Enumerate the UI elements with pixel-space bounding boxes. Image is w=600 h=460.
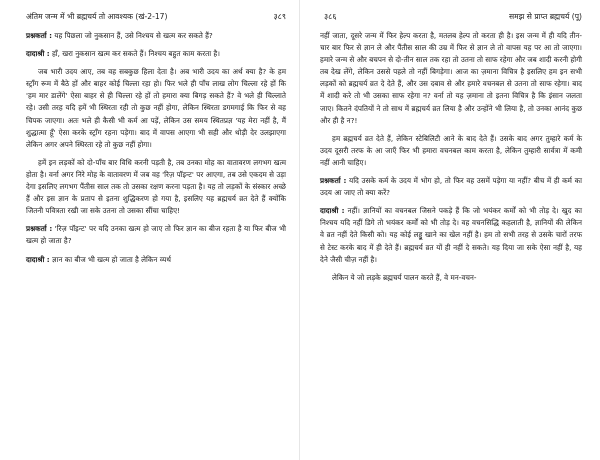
paragraph-text: हम ब्रह्मचर्य व्रत देते हैं, लेकिन स्टेबिलिटी आने के बाद देते हैं। उसके बाद अगर तुम्हारे कर्म के उदय दूसरी तरफ के आ जाएँ फिर भी हमारा वचनबल काम करता है, लेकिन तुम्हारी सार्वत्रा में कमी नहीं आनी चाहिए। [320,133,582,167]
paragraph-text: लेकिन ये जो लड़के ब्रह्मचर्य पालन करते हैं, वे मन-वचन- [332,272,477,282]
right-running-head [320,0,582,24]
paragraph-text: ज्ञान का बीज भी खत्म हो जाता है लेकिन व्यर्थ [51,254,171,264]
paragraph-text: यह पिछला जो नुकसान हैं, उसे निश्चय से खत्म कर सकते हैं? [54,31,213,40]
left-page-text [26,30,286,266]
paragraph [26,254,286,266]
left-running-head [26,0,286,24]
paragraph [26,223,286,247]
right-page-number: ३८६ [324,12,337,21]
right-header-title: समझ से प्राप्त ब्रह्मचर्य (पू) [508,12,582,21]
paragraph-text: नहीं जाता, दूसरे जन्म में फिर हेल्प करता है, मतलब हेल्प तो करता ही है। इस जन्म में ही यदि तीन-चार बार फिर से ज्ञान ले और पैंतीस साल की उम्र में फिर से ज्ञान ले तो वापस यह पर आ तो जाएगा। हमारे जन्म से और बचपन से दो-तीन साल तक रहा तो उतना तो साफ रहेगा और जब शादी करनी होगी तब देख लेंगे, लेकिन उससे पहले तो नहीं बिगड़ेगा। आज का ज़माना विचित्र है इसलिए हम इन सभी लड़कों को ब्रह्मचर्य व्रत दे देते हैं, और उस दबाव से और हमारे वचनबल से उतना तो साफ रहेगा। बाद में शादी करे तो भी उसका साफ रहेगा न? वर्ना तो यह ज़माना तो इतना विचित्र है कि इंसान जलता जाए। कितने दंपतियों ने तो साथ में ब्रह्मचर्य व्रत लिया है और उन्होंने भी लिया है, तो उनका आनंद कुछ और ही है न?! [320,31,582,125]
paragraph [320,175,582,199]
speaker-label: दादाश्री : [26,254,50,264]
speaker-label: दादाश्री : [26,49,50,59]
paragraph [320,30,582,127]
left-page-number: ३८९ [273,12,286,21]
speaker-label: प्रश्नकर्ता : [26,224,53,234]
paragraph-text: हमें इन लड़कों को दो-पाँच बार विधि करनी पड़ती है, तब उनका मोह का वातावरण लगभग खत्म होता है। वर्ना अगर निरे मोह के वातावरण में जब वह 'रिज़ पॉइन्ट' पर आएगा, तब उसे एकदम से उड़ा देगा इसलिए लगभग पैंतीस साल तक तो उसका रक्षण करना पड़ता है। यह तो लड़कों के संस्कार अच्छे हैं और इस ज्ञान के प्रताप से इतना शुद्धिकरण हो गया है, इसलिए यह ब्रह्मचर्य व्रत देते हैं क्योंकि जितनी पवित्रता रखी जा सके उतना तो उसका सींचा चाहिए! [26,157,286,216]
paragraph [320,272,582,284]
paragraph [26,30,286,42]
paragraph-text: 'रिज़ पॉइन्ट' पर यदि उनका खत्म हो जाए तो फिर ज्ञान का बीज रहता है या फिर बीज भी खत्म हो जाता है? [26,224,286,246]
paragraph-text: जब भारी उदय आए, तब वह सबकुछ हिला देता है। अब भारी उदय का अर्थ क्या है? के हम स्ट्रॉंग रूम में बैठे हों और बाहर कोई चिल्ला रहा हो। फिर भले ही पाँच लाख लोग चिल्ला रहे हों कि 'हम मार डालेंगे' ऐसा बाहर से ही चिल्ला रहे हों तो हमारा क्या बिगड़ सकते हैं? वे भले ही चिल्लाते रहे। उसी तरह यदि हमें भी स्थिरता रही तो कुछ नहीं होगा, लेकिन स्थिरता डगमगाई कि फिर से वह चिपक जाएगा। अतः भले ही कैसी भी कर्म आ पड़ें, लेकिन उस समय स्थितप्रज्ञ 'यह मेरा नहीं है, मैं शुद्धात्मा हूँ' ऐसा करके स्ट्रॉंग रहना पड़ेगा। बाद में वापस आएगा भी सही और थोड़ी देर उलझाएगा लेकिन अगर अपने स्थिरता रहे तो कुछ नहीं होगा। [26,67,286,149]
speaker-label: प्रश्नकर्ता : [26,31,53,40]
paragraph-text: यदि उसके कर्म के उदय में भोग हो, तो फिर वह उसमें पड़ेगा या नहीं? बीच में ही कर्म का उदय आ जाए तो क्या करें? [320,176,582,198]
paragraph-text: हाँ, खरा नुकसान खत्म कर सकते हैं। निश्चय बहुत काम करता है। [51,49,220,59]
paragraph [320,205,582,265]
paragraph [26,157,286,217]
paragraph-text: नहीं। ज्ञानियों का वचनबल जिसने पकड़े हैं कि जो भयंकर कर्मों को भी तोड़ दे। खुद का निश्चय यदि नहीं डिगे तो भयंकर कर्मों को भी तोड़ दे। वह वचनसिद्धि कहलाती है, ज्ञानियों की लेकिन वे व्रत नहीं देते किसी को। यह कोई लड्डू खाने का खेल नहीं है। हम तो सभी तरह से उसके चारों तरफ से टेस्ट करके बाद में ही देते हैं। ब्रह्मचर्य व्रत यों ही नहीं दे सकते। यह दिया जा सके ऐसा नहीं है, यह देने जैसी चीज़ नहीं है। [320,206,582,264]
paragraph [26,48,286,60]
speaker-label: प्रश्नकर्ता : [320,176,347,186]
paragraph [26,66,286,151]
left-header-title: अंतिम जन्म में भी ब्रह्मचर्य तो आवश्यक (खं-2-17) [26,12,168,21]
paragraph [320,133,582,169]
right-page-text [320,30,582,284]
speaker-label: दादाश्री : [320,206,345,216]
right-page [300,0,600,460]
